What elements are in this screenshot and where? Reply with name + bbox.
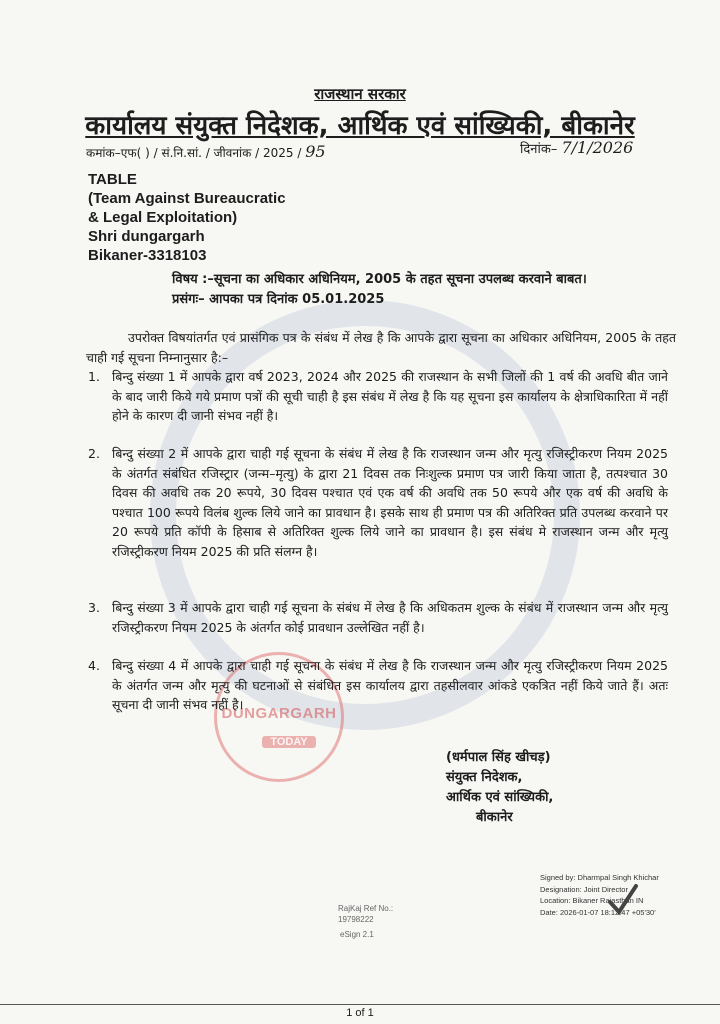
signature-line: (धर्मपाल सिंह खीचड़): [446, 750, 551, 765]
esign-line: Date: 2026-01-07 18:12:47 +05'30': [540, 907, 656, 917]
intro-paragraph: उपरोक्त विषयांतर्गत एवं प्रासंगिक पत्र के संबंध में लेख है कि आपके द्वारा सूचना का अधिकार अधिनियम, 2005 के तहत चाही गई सूचना निम्नानुसार है:–: [86, 330, 676, 365]
signature-line: संयुक्त निदेशक,: [446, 770, 523, 785]
reference-prefix: कमांक–एफ( ) / सं.नि.सां. / जीवनांक / 2025 /: [86, 146, 302, 160]
item-text: बिन्दु संख्या 1 में आपके द्वारा वर्ष 2023, 2024 और 2025 की राजस्थान के सभी जिलों की 1 वर्ष की अवधि बीत जाने के बाद जारी किये गये प्रमाण पत्रों की सूची चाही है इस संबंध में लेख है कि यह सूचना इस कार्यालय के क्षेत्राधिकारिता में नहीं होने के कारण दी जानी संभव नहीं है।: [112, 369, 668, 423]
item-text: बिन्दु संख्या 4 में आपके द्वारा चाही गई सूचना के संबंध में लेख है कि राजस्थान जन्म और मृत्यु रजिस्ट्रीकरण नियम 2025 के अंतर्गत जन्म और मृत्यु की घटनाओं से संबंधित इस कार्यालय द्वारा तहसीलवार आंकडे एकत्रित नहीं किये जाते हैं। अतः सूचना दी जानी संभव नहीं है।: [112, 658, 668, 712]
subject-line: विषय :–सूचना का अधिकार अधिनियम, 2005 के तहत सूचना उपलब्ध करवाने बाबत।: [172, 272, 587, 287]
subject-block: [172, 270, 587, 310]
stamp-subtext: TODAY: [262, 736, 316, 748]
rajkaj-label: RajKaj Ref No.:: [338, 904, 394, 913]
rajkaj-number: 19798222: [338, 915, 374, 924]
date-line: [520, 138, 633, 157]
rajkaj-reference: [338, 903, 393, 925]
addressee-line: (Team Against Bureaucratic: [88, 190, 286, 207]
esign-version: eSign 2.1: [340, 930, 374, 939]
checkmark-icon: [606, 882, 640, 918]
addressee-block: [88, 170, 286, 265]
addressee-line: & Legal Exploitation): [88, 209, 238, 226]
reference-number: 95: [305, 142, 326, 161]
esign-line: Designation: Joint Director: [540, 884, 628, 894]
addressee-line: Bikaner-3318103: [88, 247, 207, 264]
list-item: [88, 367, 668, 426]
stamp-text: DUNGARGARH: [221, 705, 337, 722]
signature-line: बीकानेर: [476, 810, 513, 825]
esign-line: Location: Bikaner Rajasthan IN: [540, 896, 644, 905]
item-number: 1.: [88, 369, 100, 384]
government-heading: राजस्थान सरकार: [314, 85, 406, 103]
list-item: [88, 444, 668, 561]
esign-line: Signed by: Dharmpal Singh Khichar: [540, 873, 659, 882]
page-number: 1 of 1: [346, 1007, 374, 1019]
item-number: 4.: [88, 658, 100, 673]
item-text: बिन्दु संख्या 2 में आपके द्वारा चाही गई सूचना के संबंध में लेख है कि राजस्थान जन्म और मृत्यु रजिस्ट्रीकरण नियम 2025 के अंतर्गत संबंधित रजिस्ट्रार (जन्म–मृत्यु) के द्वारा 21 दिवस तक निःशुल्क प्रमाण पत्र जारी किया जाता है, तत्पश्चात 30 दिवस की अवधि तक 20 रूपये, 30 दिवस पश्चात एवं एक वर्ष की अवधि तक 50 रूपये और एक वर्ष की अवधि के पश्चात 100 रूपये विलंब शुल्क लिये जाने का प्रावधान है। इसके साथ ही प्रमाण पत्र की अतिरिक्त प्रति उपलब्ध करवाने पर 20 रूपये प्रति कॉपी के हिसाब से अतिरिक्त शुल्क लिये जाने का प्रावधान है। इस संबंध मे राजस्थान जन्म और मृत्यु रजिस्ट्रीकरण नियम 2025 की प्रति संलग्न है।: [112, 446, 668, 559]
signature-line: आर्थिक एवं सांख्यिकी,: [446, 790, 554, 805]
signature-block: [446, 748, 553, 828]
reference-line: [86, 142, 326, 161]
item-number: 3.: [88, 600, 100, 615]
date-label: दिनांक–: [520, 142, 558, 157]
footer-divider: [0, 1004, 720, 1005]
item-number: 2.: [88, 446, 100, 461]
list-item: [88, 598, 668, 637]
list-item: [88, 656, 668, 715]
date-value: 7/1/2026: [561, 138, 634, 157]
addressee-line: Shri dungargarh: [88, 228, 205, 245]
esign-details: [540, 872, 659, 918]
addressee-line: TABLE: [88, 171, 137, 188]
item-text: बिन्दु संख्या 3 में आपके द्वारा चाही गई सूचना के संबंध में लेख है कि अधिकतम शुल्क के संबंध में राजस्थान जन्म और मृत्यु रजिस्ट्रीकरण नियम 2025 के अंतर्गत कोई प्रावधान उल्लेखित नहीं है।: [112, 600, 668, 635]
office-heading: कार्यालय संयुक्त निदेशक, आर्थिक एवं सांख्यिकी, बीकानेर: [85, 111, 635, 141]
subject-reference: प्रसंगः– आपका पत्र दिनांक 05.01.2025: [172, 292, 385, 307]
